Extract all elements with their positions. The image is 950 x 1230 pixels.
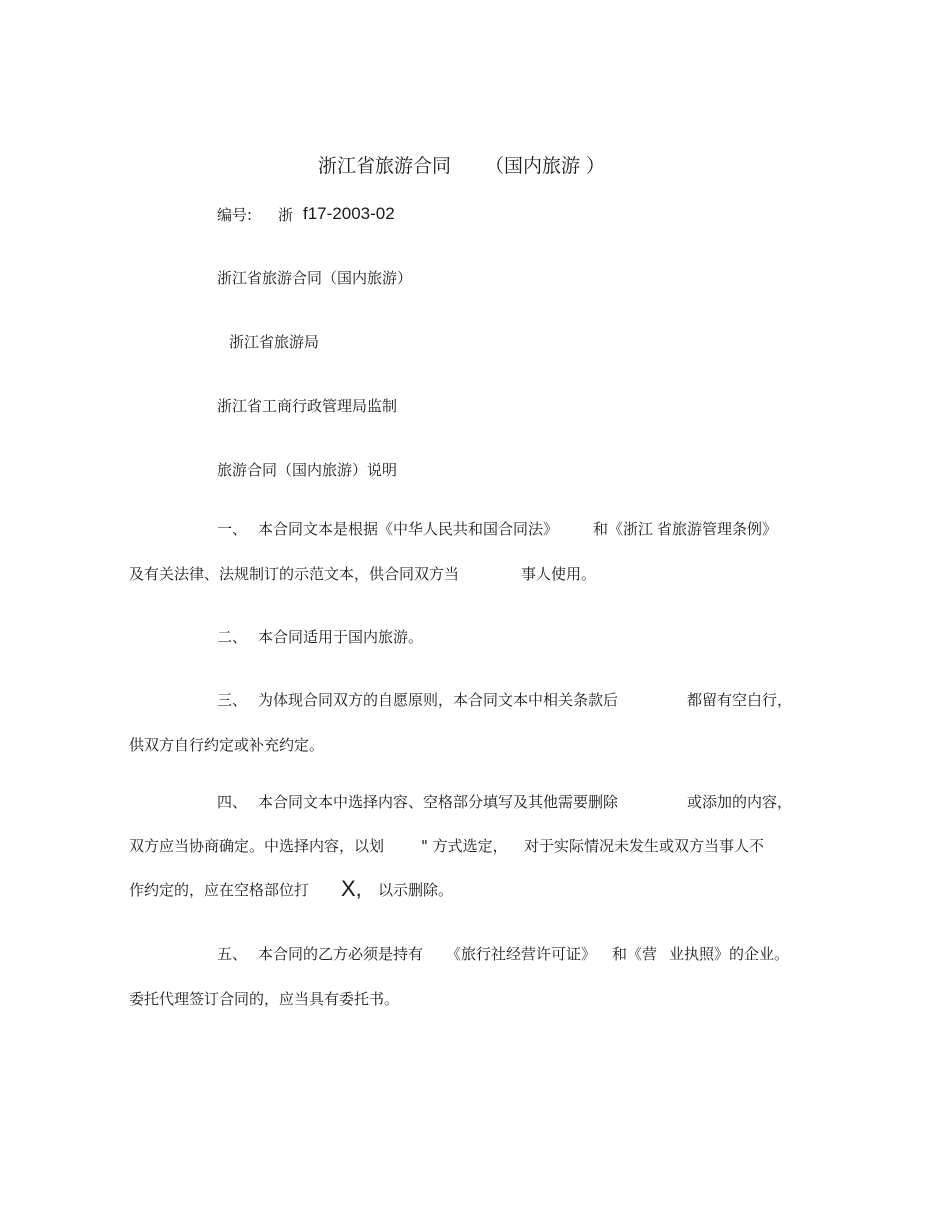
item-two-text: 本合同适用于国内旅游。 — [258, 628, 424, 646]
item-five-text: 《旅行社经营许可证》 — [446, 945, 597, 963]
item-four-number: 四、 — [217, 793, 248, 811]
header-line-tourism-bureau: 浙江省旅游局 — [229, 333, 320, 351]
item-three-number: 三、 — [217, 691, 248, 709]
item-five-text: 本合同的乙方必须是持有 — [258, 945, 424, 963]
item-five-number: 五、 — [217, 945, 248, 963]
doc-title: 浙江省旅游合同 — [318, 155, 452, 177]
item-four-text: 对于实际情况未发生或双方当事人不 — [524, 837, 765, 855]
item-one-text: 事人使用。 — [521, 565, 597, 583]
header-line-instructions: 旅游合同（国内旅游）说明 — [217, 461, 398, 479]
code-prefix: 浙 — [278, 206, 294, 224]
item-five-text: 业执照》的企业。 — [669, 945, 790, 963]
header-line-contract-name: 浙江省旅游合同（国内旅游） — [217, 269, 413, 287]
header-line-supervisor: 浙江省工商行政管理局监制 — [217, 397, 398, 415]
code-label: 编号: — [217, 206, 253, 224]
item-one-text: 省旅游管理条例》 — [657, 520, 778, 538]
item-four-text: " 方式选定， — [421, 837, 508, 855]
item-one-number: 一、 — [217, 520, 248, 538]
item-five-text: 和《营 — [612, 945, 658, 963]
item-one-text: 本合同文本是根据《中华人民共和国合同法》 — [258, 520, 559, 538]
item-four-text: 作约定的，应在空格部位打 — [129, 881, 310, 899]
item-one-text: 及有关法律、法规制订的示范文本，供合同双方当 — [129, 565, 460, 583]
item-four-text: 或添加的内容， — [687, 793, 793, 811]
item-three-text: 为体现合同双方的自愿原则，本合同文本中相关条款后 — [258, 691, 619, 709]
delete-mark-x: X, — [341, 876, 362, 901]
item-one-text: 和《浙江 — [593, 520, 654, 538]
item-three-text: 都留有空白行， — [687, 691, 793, 709]
doc-title-suffix: （国内旅游 ） — [485, 155, 606, 177]
item-five-text: 委托代理签订合同的，应当具有委托书。 — [129, 990, 400, 1008]
item-two-number: 二、 — [217, 628, 248, 646]
code-value: f17-2003-02 — [303, 204, 395, 223]
item-four-text: 双方应当协商确定。中选择内容，以划 — [129, 837, 385, 855]
item-four-text: 本合同文本中选择内容、空格部分填写及其他需要删除 — [258, 793, 619, 811]
item-four-text: 以示删除。 — [378, 881, 454, 899]
item-three-text: 供双方自行约定或补充约定。 — [129, 736, 325, 754]
